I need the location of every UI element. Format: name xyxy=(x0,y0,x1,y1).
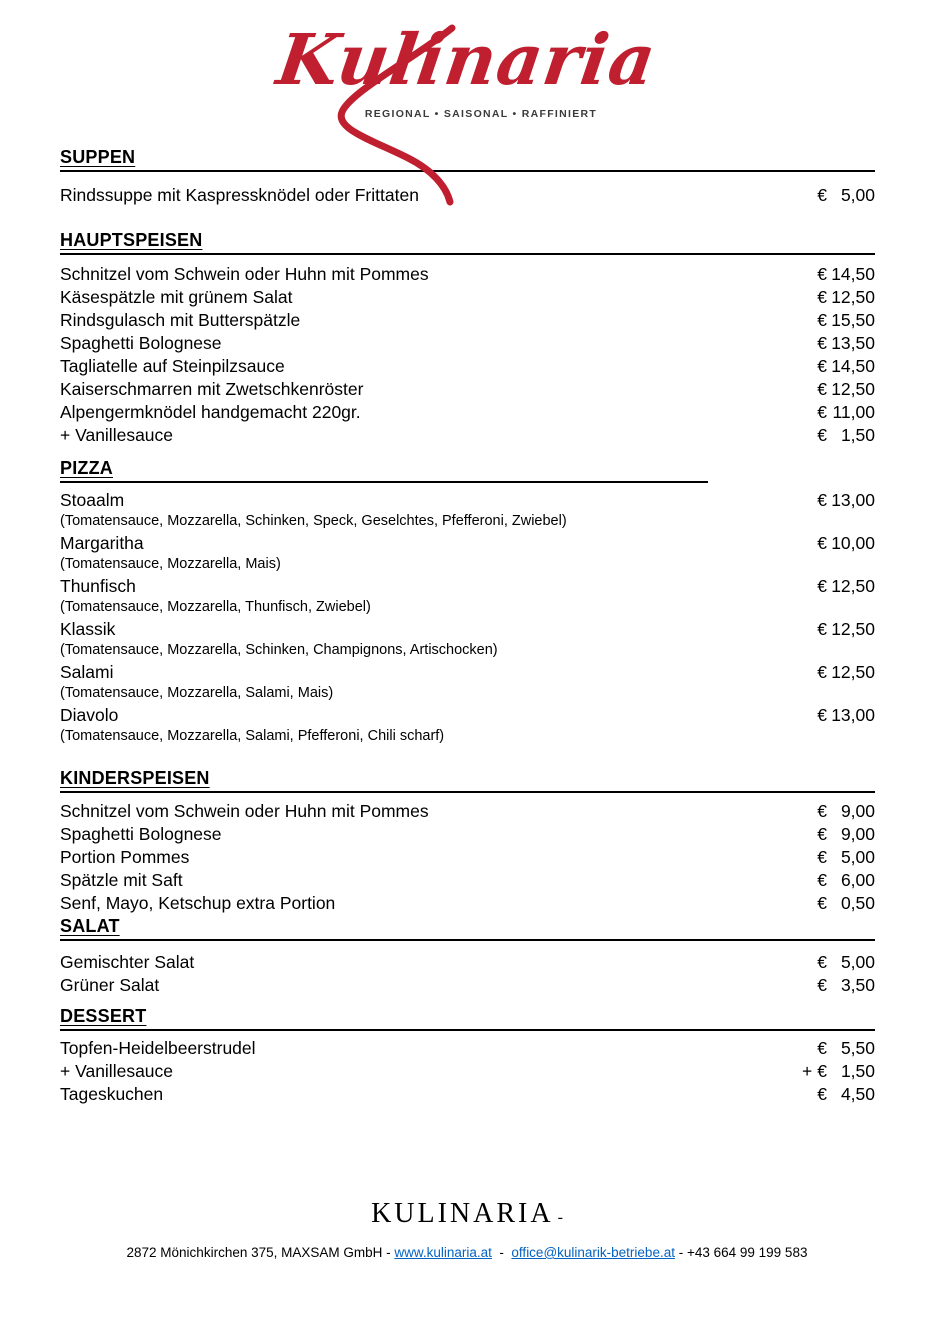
item-price xyxy=(817,355,875,378)
menu-item-row xyxy=(60,618,875,640)
euro-sign: € xyxy=(817,662,827,682)
euro-sign: € xyxy=(817,576,827,596)
item-price xyxy=(802,1060,875,1083)
footer-brand xyxy=(0,1198,934,1230)
ingredients-line: (Tomatensauce, Mozzarella, Schinken, Champignons, Artischocken) xyxy=(60,642,498,658)
euro-sign: € xyxy=(817,893,827,913)
price-amount: 12,50 xyxy=(831,619,875,639)
section-title: KINDERSPEISEN xyxy=(60,768,210,788)
ingredients-line: (Tomatensauce, Mozzarella, Thunfisch, Zwiebel) xyxy=(60,599,371,615)
section-kinderspeisen xyxy=(60,767,875,915)
menu-item-row xyxy=(60,869,875,892)
item-price xyxy=(817,286,875,309)
price-amount: 0,50 xyxy=(840,893,875,913)
item-name: Grüner Salat xyxy=(60,975,160,995)
footer-brand-dash: - xyxy=(553,1209,563,1226)
price-amount: 4,50 xyxy=(840,1084,875,1104)
section-salat xyxy=(60,915,875,997)
euro-sign: € xyxy=(817,975,827,995)
ingredients-line: (Tomatensauce, Mozzarella, Salami, Mais) xyxy=(60,685,334,701)
item-name: Salami xyxy=(60,662,114,682)
section-dessert xyxy=(60,1005,875,1106)
menu-content xyxy=(60,146,875,1106)
price-amount: 5,00 xyxy=(840,185,875,205)
item-price xyxy=(817,424,875,447)
euro-sign: € xyxy=(817,847,827,867)
section-pizza xyxy=(60,457,875,747)
euro-sign: € xyxy=(817,425,827,445)
section-title: DESSERT xyxy=(60,1006,147,1026)
menu-item-row xyxy=(60,1060,875,1083)
section-head xyxy=(60,767,875,793)
item-price xyxy=(817,704,875,726)
euro-sign: € xyxy=(817,619,827,639)
price-amount: 6,00 xyxy=(840,870,875,890)
item-price xyxy=(817,846,875,869)
menu-item-row xyxy=(60,286,875,309)
item-price xyxy=(817,532,875,554)
menu-item-row xyxy=(60,575,875,597)
euro-sign: € xyxy=(817,533,827,553)
item-price xyxy=(817,823,875,846)
item-name: Schnitzel vom Schwein oder Huhn mit Pommes xyxy=(60,801,429,821)
menu-item-row xyxy=(60,823,875,846)
section-title: HAUPTSPEISEN xyxy=(60,230,203,250)
ingredients-line: (Tomatensauce, Mozzarella, Salami, Pfefferoni, Chili scharf) xyxy=(60,728,445,744)
menu-item-row xyxy=(60,489,875,511)
price-amount: 11,00 xyxy=(832,402,875,422)
item-name: Tageskuchen xyxy=(60,1084,164,1104)
footer-address-suffix: - +43 664 99 199 583 xyxy=(674,1245,808,1260)
menu-item-row xyxy=(60,800,875,823)
item-price xyxy=(817,378,875,401)
price-amount: 12,50 xyxy=(831,662,875,682)
menu-item-row xyxy=(60,401,875,424)
menu-item-row xyxy=(60,184,875,207)
menu-item-row xyxy=(60,378,875,401)
section-head xyxy=(60,1005,875,1031)
price-amount: 13,00 xyxy=(831,490,875,510)
euro-sign: € xyxy=(817,801,827,821)
menu-item-row xyxy=(60,892,875,915)
ingredients-line: (Tomatensauce, Mozzarella, Mais) xyxy=(60,556,281,572)
price-amount: 13,00 xyxy=(831,705,875,725)
price-amount: 15,50 xyxy=(831,310,875,330)
item-name: Thunfisch xyxy=(60,576,136,596)
item-price xyxy=(817,869,875,892)
item-price xyxy=(817,184,875,207)
price-amount: 1,50 xyxy=(840,425,875,445)
logo-tagline: REGIONAL • SAISONAL • RAFFINIERT xyxy=(364,108,598,120)
section-title: PIZZA xyxy=(60,458,113,478)
email-link[interactable]: office@kulinarik-betriebe.at xyxy=(511,1245,675,1260)
menu-item-row xyxy=(60,661,875,683)
item-name: + Vanillesauce xyxy=(60,425,174,445)
section-title: SUPPEN xyxy=(60,147,136,167)
item-name: Rindssuppe mit Kaspressknödel oder Frittaten xyxy=(60,185,419,205)
euro-sign: € xyxy=(817,185,827,205)
section-hauptspeisen xyxy=(60,229,875,447)
price-amount: 1,50 xyxy=(840,1061,875,1081)
footer-address xyxy=(0,1244,934,1261)
price-amount: 5,50 xyxy=(840,1038,875,1058)
euro-sign: € xyxy=(817,490,827,510)
item-price xyxy=(817,575,875,597)
item-name: Topfen-Heidelbeerstrudel xyxy=(60,1038,256,1058)
item-price xyxy=(817,309,875,332)
menu-item-row xyxy=(60,309,875,332)
euro-sign: € xyxy=(817,379,827,399)
item-price xyxy=(817,1083,875,1106)
item-price xyxy=(817,401,875,424)
ingredients-line: (Tomatensauce, Mozzarella, Schinken, Speck, Geselchtes, Pfefferoni, Zwiebel) xyxy=(60,513,567,529)
item-name: Senf, Mayo, Ketschup extra Portion xyxy=(60,893,336,913)
section-suppen xyxy=(60,146,875,207)
section-head xyxy=(60,915,875,941)
section-head xyxy=(60,457,708,483)
item-name: Spätzle mit Saft xyxy=(60,870,183,890)
item-price xyxy=(817,892,875,915)
menu-item-row xyxy=(60,1083,875,1106)
menu-item-row xyxy=(60,951,875,974)
price-amount: 12,50 xyxy=(831,576,875,596)
item-price xyxy=(817,332,875,355)
item-name: Spaghetti Bolognese xyxy=(60,824,222,844)
item-price xyxy=(817,974,875,997)
item-price xyxy=(817,263,875,286)
menu-item-row xyxy=(60,974,875,997)
item-name: Alpengermknödel handgemacht 220gr. xyxy=(60,402,361,422)
euro-sign: € xyxy=(817,402,827,422)
website-link[interactable]: www.kulinaria.at xyxy=(394,1245,492,1260)
item-name: Kaiserschmarren mit Zwetschkenröster xyxy=(60,379,364,399)
euro-sign: € xyxy=(817,1038,827,1058)
footer-separator: - xyxy=(491,1245,512,1260)
price-amount: 14,50 xyxy=(831,264,875,284)
menu-item-row xyxy=(60,1037,875,1060)
price-amount: 12,50 xyxy=(831,379,875,399)
item-name: Spaghetti Bolognese xyxy=(60,333,222,353)
menu-item-row xyxy=(60,424,875,447)
item-name: Schnitzel vom Schwein oder Huhn mit Pommes xyxy=(60,264,429,284)
footer-address-prefix: 2872 Mönichkirchen 375, MAXSAM GmbH - xyxy=(126,1245,395,1260)
item-price xyxy=(817,800,875,823)
menu-item-row xyxy=(60,332,875,355)
euro-sign: € xyxy=(817,356,827,376)
menu-item-row xyxy=(60,532,875,554)
euro-sign: € xyxy=(817,287,827,307)
euro-sign: € xyxy=(817,310,827,330)
euro-sign: € xyxy=(817,1084,827,1104)
item-name: Klassik xyxy=(60,619,116,639)
price-amount: 13,50 xyxy=(831,333,875,353)
menu-item-row xyxy=(60,846,875,869)
euro-sign: € xyxy=(817,264,827,284)
euro-sign: € xyxy=(817,333,827,353)
item-price xyxy=(817,1037,875,1060)
price-amount: 14,50 xyxy=(831,356,875,376)
item-name: Rindsgulasch mit Butterspätzle xyxy=(60,310,301,330)
euro-sign: € xyxy=(817,705,827,725)
item-name: Portion Pommes xyxy=(60,847,190,867)
item-price xyxy=(817,618,875,640)
price-amount: 5,00 xyxy=(840,952,875,972)
item-name: Diavolo xyxy=(60,705,119,725)
menu-item-row xyxy=(60,263,875,286)
price-amount: 9,00 xyxy=(840,801,875,821)
footer-brand-text: KULINARIA xyxy=(371,1198,554,1229)
item-price xyxy=(817,489,875,511)
section-title: SALAT xyxy=(60,916,120,936)
kulinaria-wordmark: Kulinaria xyxy=(272,18,662,101)
item-name: Stoaalm xyxy=(60,490,125,510)
item-price xyxy=(817,661,875,683)
section-head xyxy=(60,146,875,172)
section-head xyxy=(60,229,875,255)
item-name: Margaritha xyxy=(60,533,144,553)
item-name: + Vanillesauce xyxy=(60,1061,174,1081)
euro-sign: € xyxy=(817,952,827,972)
menu-item-row xyxy=(60,355,875,378)
price-amount: 12,50 xyxy=(831,287,875,307)
logo xyxy=(0,8,934,120)
euro-sign: € xyxy=(817,1061,827,1081)
item-name: Käsespätzle mit grünem Salat xyxy=(60,287,293,307)
price-amount: 9,00 xyxy=(840,824,875,844)
price-amount: 5,00 xyxy=(840,847,875,867)
plus-sign: + xyxy=(802,1061,813,1081)
item-name: Tagliatelle auf Steinpilzsauce xyxy=(60,356,285,376)
euro-sign: € xyxy=(817,870,827,890)
price-amount: 3,50 xyxy=(840,975,875,995)
euro-sign: € xyxy=(817,824,827,844)
menu-item-row xyxy=(60,704,875,726)
item-name: Gemischter Salat xyxy=(60,952,195,972)
item-price xyxy=(817,951,875,974)
price-amount: 10,00 xyxy=(831,533,875,553)
